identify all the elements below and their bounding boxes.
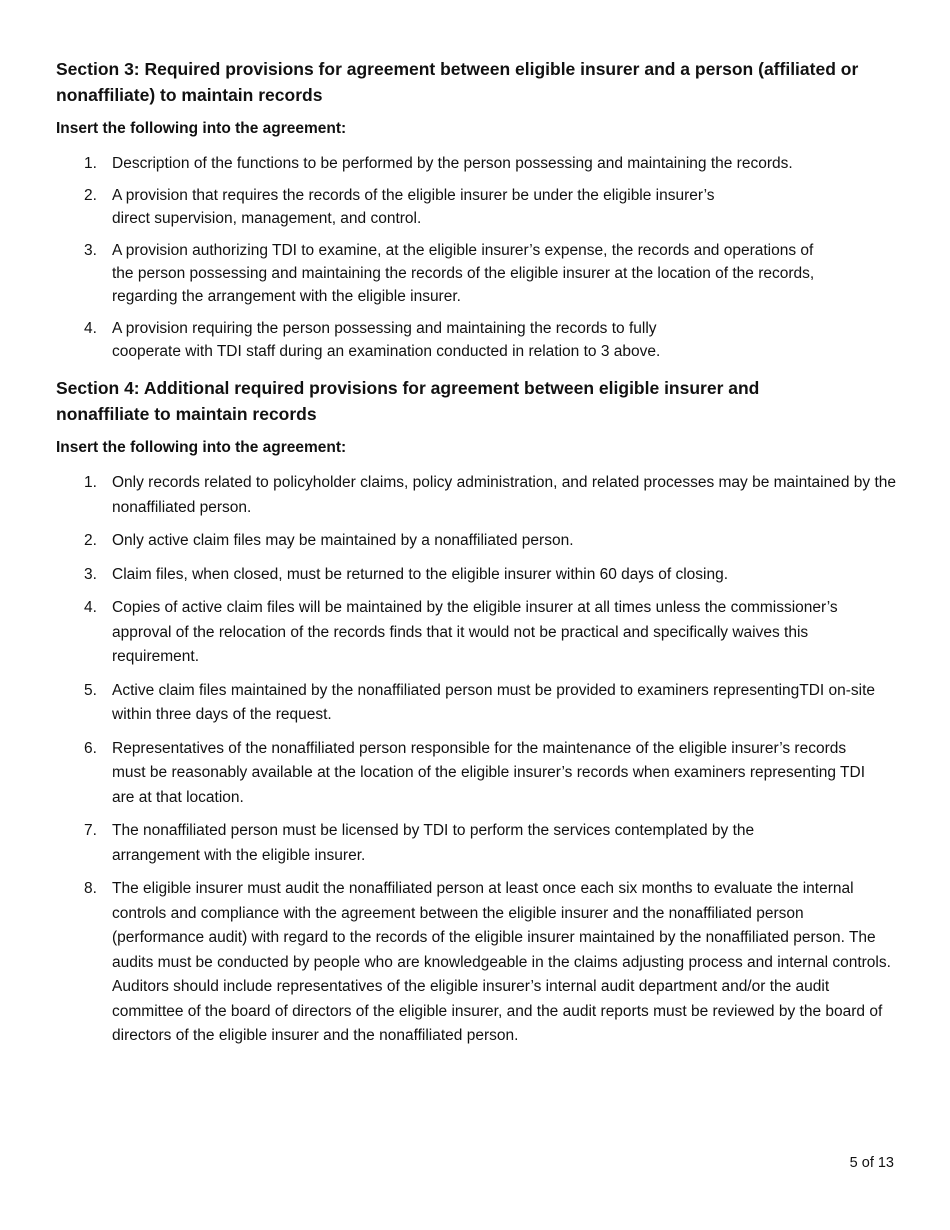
list-item (56, 184, 896, 230)
list-item (56, 471, 896, 520)
document-page (56, 56, 896, 1058)
section-4-intro: Insert the following into the agreement: (56, 439, 347, 456)
list-item-number: 4. (84, 320, 97, 337)
list-item-number: 2. (84, 532, 97, 549)
section-3 (56, 56, 896, 363)
list-item-text: Copies of active claim files will be maintained by the eligible insurer at all times unless the commissioner’s approval of the relocation of the records finds that it would not be practical and specifically waives this requirement. (112, 599, 838, 665)
list-item-number: 8. (84, 880, 97, 897)
section-3-intro: Insert the following into the agreement: (56, 120, 347, 137)
list-item-text: Only records related to policyholder claims, policy administration, and related processes may be maintained by the nonaffiliated person. (112, 474, 896, 516)
list-item-text: The eligible insurer must audit the nonaffiliated person at least once each six months to evaluate the internal controls and compliance with the agreement between the eligible insurer and the nonaffiliated person (performance audit) with regard to the records of the eligible insurer maintained by the nonaffiliated person. The audits must be conducted by people who are knowledgeable in the claims adjusting process and internal controls. Auditors should include representatives of the eligible insurer’s internal audit department and/or the audit committee of the board of directors of the eligible insurer, and the audit reports must be reviewed by the board of directors of the eligible insurer and the nonaffiliated person. (112, 880, 891, 1044)
section-4-list (56, 471, 896, 1049)
list-item (56, 737, 896, 811)
list-item (56, 679, 896, 728)
list-item (56, 317, 896, 363)
list-item-number: 2. (84, 187, 97, 204)
list-item (56, 819, 896, 868)
list-item (56, 239, 896, 308)
list-item-number: 4. (84, 599, 97, 616)
list-item-number: 3. (84, 565, 97, 583)
list-item (56, 877, 896, 1049)
list-item-text: Description of the functions to be performed by the person possessing and maintaining the records. (112, 155, 793, 172)
page-number: 5 of 13 (849, 1155, 894, 1171)
list-item-text: A provision that requires the records of the eligible insurer be under the eligible insurer’s direct supervision, management, and control. (112, 187, 715, 227)
list-item (56, 563, 896, 588)
list-item (56, 596, 896, 670)
list-item-number: 7. (84, 822, 97, 839)
list-item-number: 1. (84, 155, 97, 172)
list-item-number: 5. (84, 681, 97, 699)
section-4-heading: Section 4: Additional required provisions for agreement between eligible insurer and nonaffiliate to maintain records (56, 378, 760, 424)
list-item-text: The nonaffiliated person must be licensed by TDI to perform the services contemplated by the arrangement with the eligible insurer. (112, 822, 755, 864)
list-item-text: Claim files, when closed, must be returned to the eligible insurer within 60 days of closing. (112, 565, 729, 583)
list-item (56, 152, 896, 175)
list-item-text: A provision requiring the person possessing and maintaining the records to fully cooperate with TDI staff during an examination conducted in relation to 3 above. (112, 320, 661, 360)
list-item-number: 1. (84, 474, 97, 491)
section-3-heading: Section 3: Required provisions for agreement between eligible insurer and a person (affiliated or nonaffiliate) to maintain records (56, 59, 859, 105)
list-item-text: Representatives of the nonaffiliated person responsible for the maintenance of the eligible insurer’s records must be reasonably available at the location of the eligible insurer’s records when examiners representing TDI are at that location. (112, 739, 866, 806)
section-3-list (56, 152, 896, 363)
list-item-number: 3. (84, 242, 97, 259)
list-item (56, 529, 896, 554)
list-item-text: Active claim files maintained by the nonaffiliated person must be provided to examiners representingTDI on-site within three days of the request. (112, 681, 876, 723)
list-item-text: Only active claim files may be maintained by a nonaffiliated person. (112, 532, 574, 549)
list-item-text: A provision authorizing TDI to examine, at the eligible insurer’s expense, the records and operations of the person possessing and maintaining the records of the eligible insurer at the location of the records, regarding the arrangement with the eligible insurer. (112, 242, 815, 305)
list-item-number: 6. (84, 739, 97, 757)
section-4 (56, 375, 896, 1049)
